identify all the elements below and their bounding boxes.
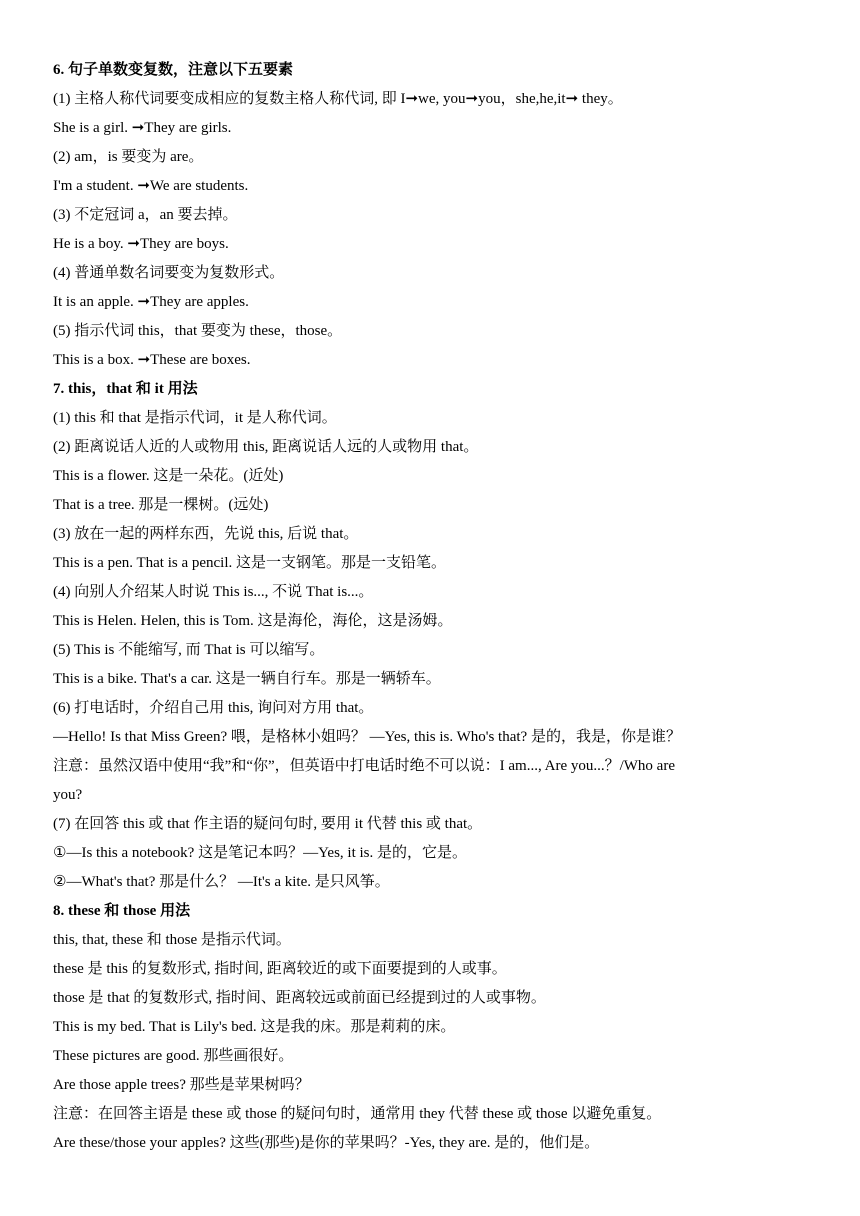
- text-line: (7) 在回答 this 或 that 作主语的疑问句时, 要用 it 代替 this 或 that。: [53, 816, 483, 832]
- text-line: 注意：虽然汉语中使用“我”和“你”，但英语中打电话时绝不可以说：I am..., Are you...？/Who are: [53, 758, 675, 774]
- text-line: these 是 this 的复数形式, 指时间, 距离较近的或下面要提到的人或事。: [53, 961, 507, 977]
- text-line: (2) am，is 要变为 are。: [53, 149, 204, 165]
- section-heading: 7. this，that 和 it 用法: [53, 381, 198, 397]
- section-heading: 6. 句子单数变复数，注意以下五要素: [53, 62, 294, 78]
- text-line: (6) 打电话时，介绍自己用 this, 询问对方用 that。: [53, 700, 374, 716]
- text-line: ①—Is this a notebook? 这是笔记本吗？—Yes, it is. 是的，它是。: [53, 845, 468, 861]
- text-line: It is an apple. ➞They are apples.: [53, 294, 249, 310]
- text-line: (3) 不定冠词 a，an 要去掉。: [53, 207, 238, 223]
- text-line: (1) this 和 that 是指示代词，it 是人称代词。: [53, 410, 337, 426]
- text-line: This is a bike. That's a car. 这是一辆自行车。那是一辆轿车。: [53, 671, 441, 687]
- text-line: (3) 放在一起的两样东西，先说 this, 后说 that。: [53, 526, 359, 542]
- text-line: (1) 主格人称代词要变成相应的复数主格人称代词, 即 I➞we, you➞you，she,he,it➞ they。: [53, 91, 623, 107]
- text-line: —Hello! Is that Miss Green? 喂，是格林小姐吗？ —Yes, this is. Who's that? 是的，我是，你是谁？: [53, 729, 681, 745]
- text-line: you?: [53, 787, 83, 803]
- text-line: (5) This is 不能缩写, 而 That is 可以缩写。: [53, 642, 325, 658]
- text-line: ②—What's that? 那是什么？ —It's a kite. 是只风筝。: [53, 874, 390, 890]
- text-line: (2) 距离说话人近的人或物用 this, 距离说话人远的人或物用 that。: [53, 439, 479, 455]
- text-line: Are these/those your apples? 这些(那些)是你的苹果吗？-Yes, they are. 是的，他们是。: [53, 1135, 600, 1151]
- text-line: This is a pen. That is a pencil. 这是一支钢笔。那是一支铅笔。: [53, 555, 447, 571]
- text-line: These pictures are good. 那些画很好。: [53, 1048, 294, 1064]
- text-line: He is a boy. ➞They are boys.: [53, 236, 229, 252]
- text-line: (4) 向别人介绍某人时说 This is..., 不说 That is...。: [53, 584, 374, 600]
- text-line: This is Helen. Helen, this is Tom. 这是海伦，海伦，这是汤姆。: [53, 613, 453, 629]
- text-line: (5) 指示代词 this，that 要变为 these，those。: [53, 323, 343, 339]
- text-line: I'm a student. ➞We are students.: [53, 178, 249, 194]
- text-line: This is a flower. 这是一朵花。(近处): [53, 468, 284, 484]
- text-line: this, that, these 和 those 是指示代词。: [53, 932, 291, 948]
- text-line: This is my bed. That is Lily's bed. 这是我的床。那是莉莉的床。: [53, 1019, 456, 1035]
- text-line: Are those apple trees? 那些是苹果树吗？: [53, 1077, 310, 1093]
- text-line: That is a tree. 那是一棵树。(远处): [53, 497, 269, 513]
- text-line: She is a girl. ➞They are girls.: [53, 120, 232, 136]
- text-line: those 是 that 的复数形式, 指时间、距离较远或前面已经提到过的人或事物。: [53, 990, 546, 1006]
- text-line: (4) 普通单数名词要变为复数形式。: [53, 265, 285, 281]
- text-line: This is a box. ➞These are boxes.: [53, 352, 251, 368]
- text-line: 注意：在回答主语是 these 或 those 的疑问句时，通常用 they 代替 these 或 those 以避免重复。: [53, 1106, 662, 1122]
- section-heading: 8. these 和 those 用法: [53, 903, 191, 919]
